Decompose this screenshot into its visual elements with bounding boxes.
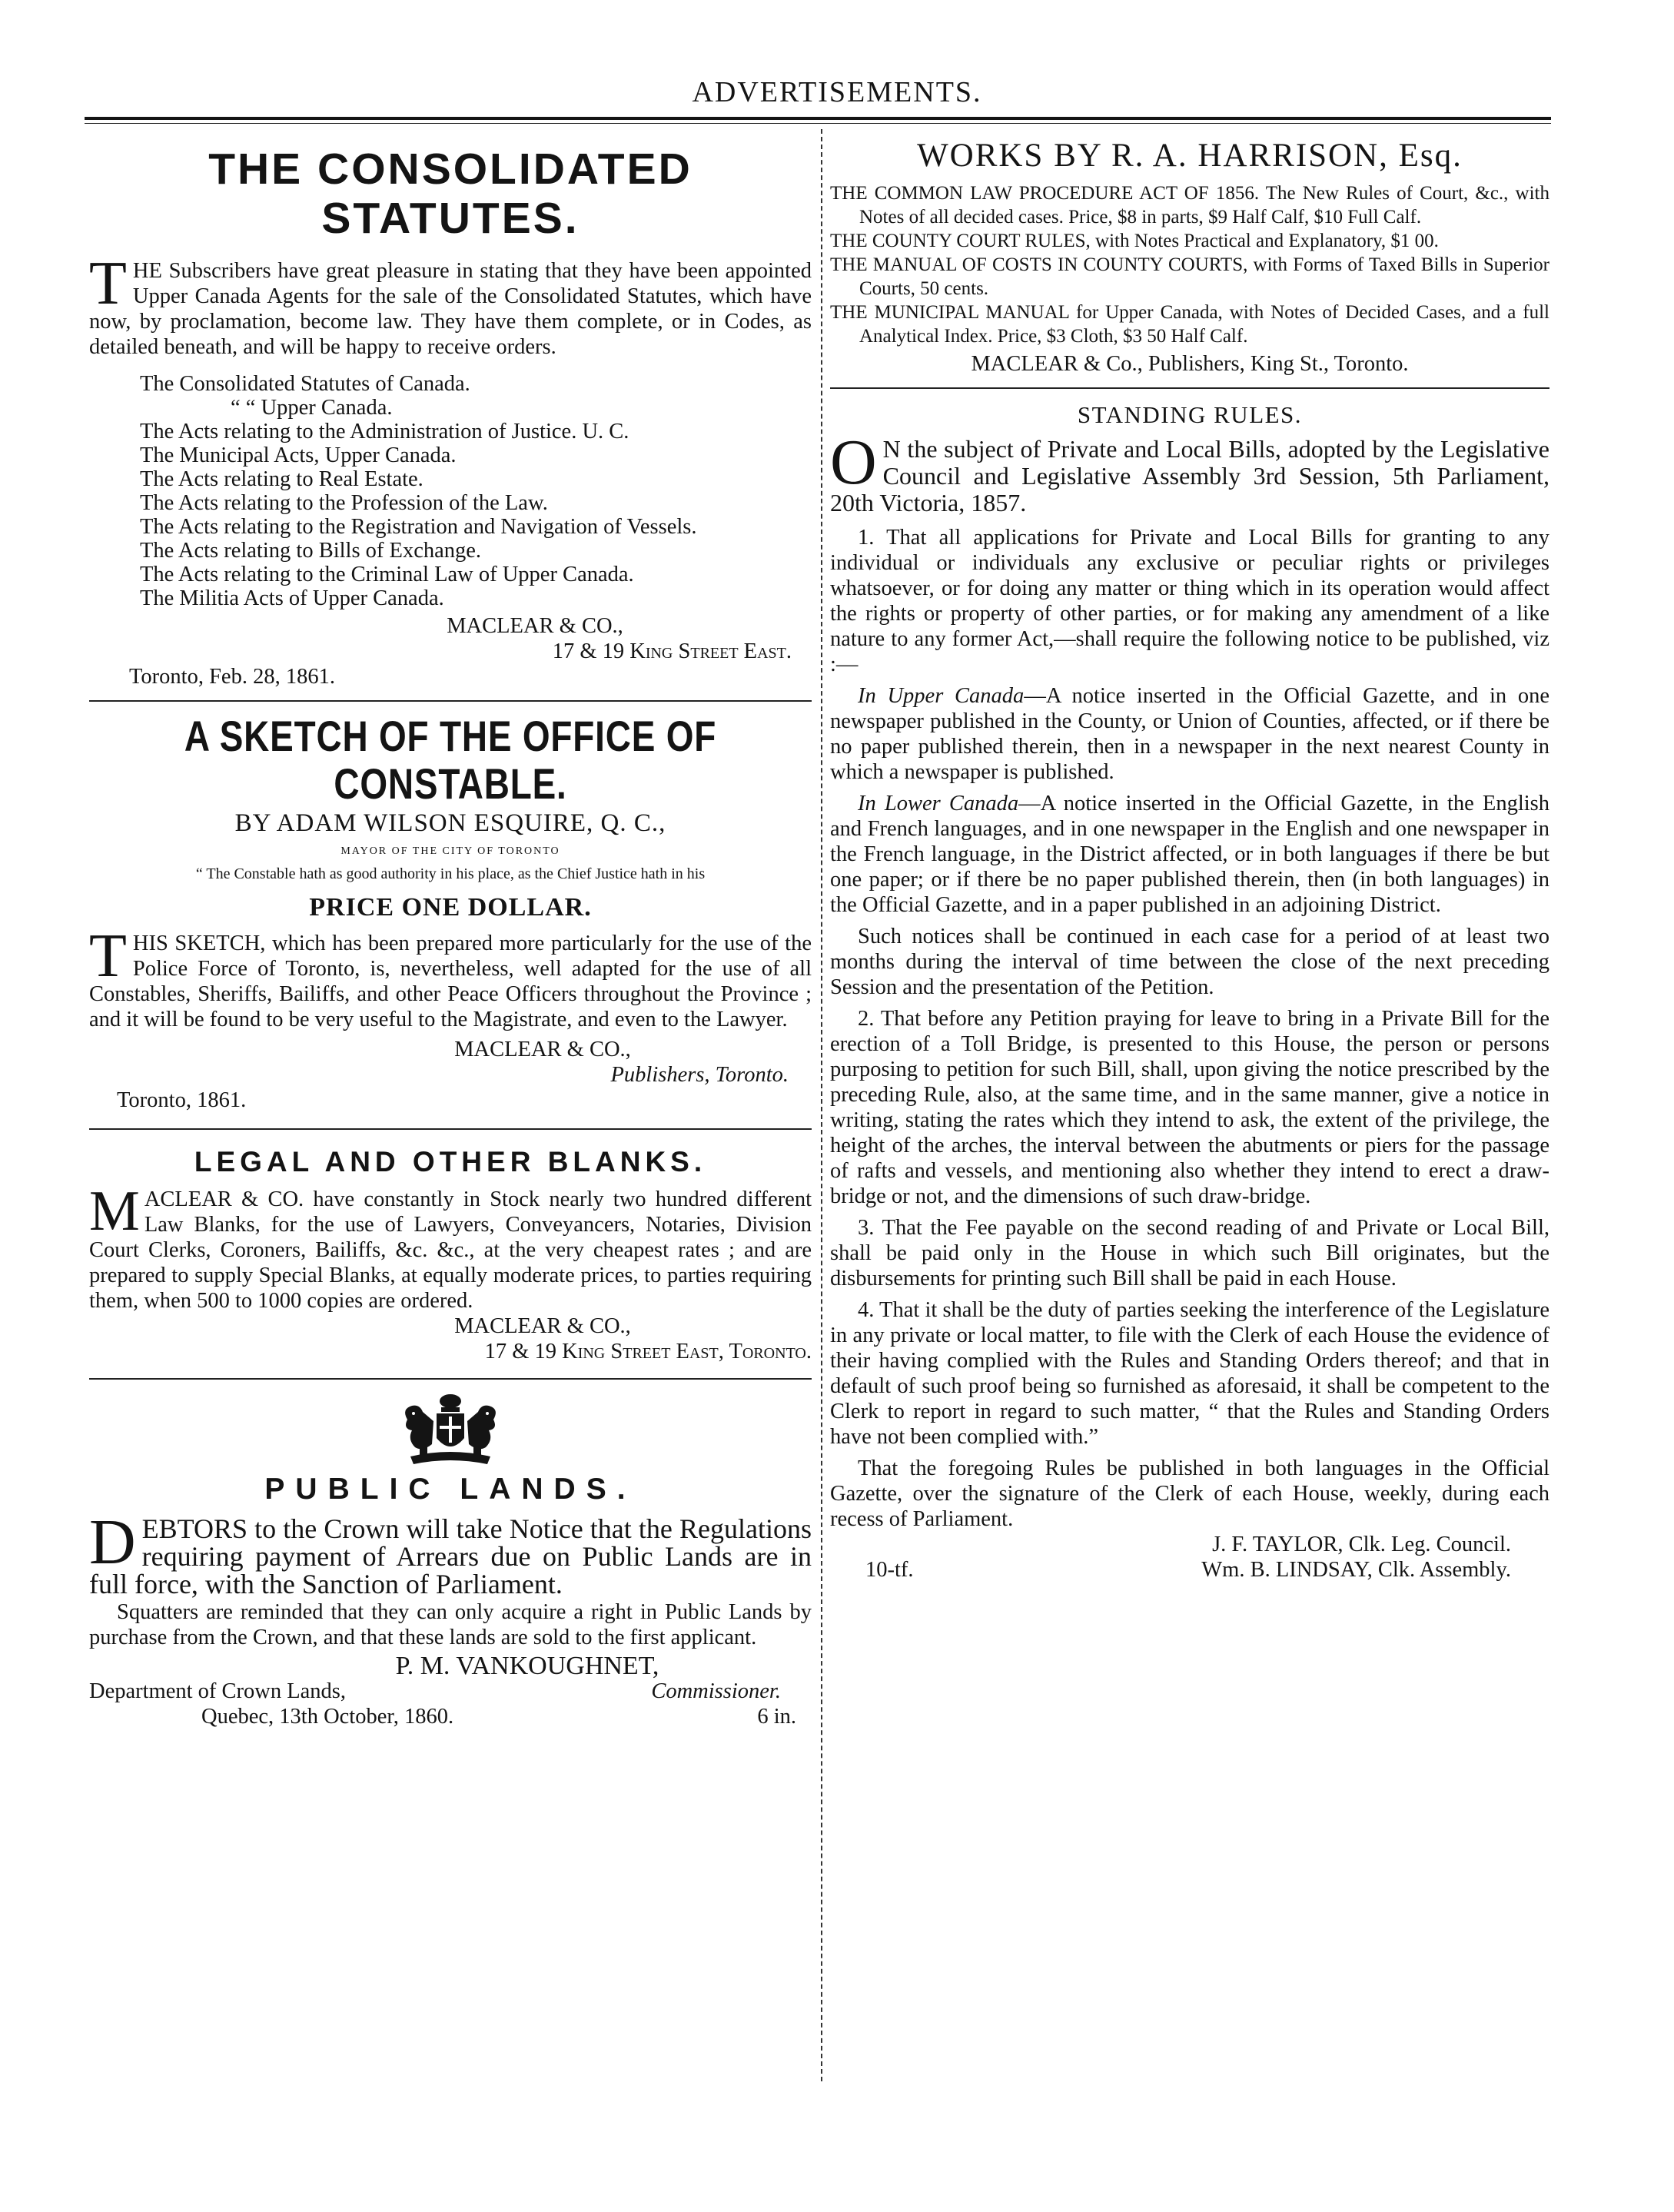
standing-rules-ad <box>830 400 1549 1583</box>
royal-arms-crest-icon <box>397 1390 504 1470</box>
harrison-works-ad <box>830 137 1549 377</box>
works-item: THE MANUAL OF COSTS IN COUNTY COURTS, with Forms of Taxed Bills in Superior Courts, 50 cents. <box>830 254 1549 299</box>
constable-sketch-ad <box>89 712 812 1113</box>
works-title: WORKS BY R. A. HARRISON, Esq. <box>917 138 1463 174</box>
standing-sig-2: Wm. B. LINDSAY, Clk. Assembly. <box>1201 1558 1511 1582</box>
standing-rule-1: 1. That all applications for Private and Local Bills for granting to any individual or individuals any exclusive or peculiar rights or privileges whatsoever, or for doing any matter or thing which in its operation would affect the rights or property of other parties, or for making any amendment of a like nature to any former Act,—shall require the following notice to be published, viz :— <box>830 526 1549 676</box>
legal-body: MACLEAR & CO. have constantly in Stock nearly two hundred different Law Blanks, for the use of Lawyers, Conveyancers, Notaries, Division Court Clerks, Coroners, Bailiffs, &c. &c., at the very cheapest rates ; and are prepared to supply Special Blanks, at equally moderate prices, to parties requiring them, when 500 to 1000 copies are ordered. <box>89 1180 812 1313</box>
legal-address: 17 & 19 King Street East, Toronto. <box>484 1340 812 1363</box>
consolidated-publisher: MACLEAR & CO., <box>447 614 623 638</box>
legal-title: LEGAL AND OTHER BLANKS. <box>194 1146 707 1177</box>
list-item: The Consolidated Statutes of Canada. <box>140 372 470 396</box>
sketch-price: PRICE ONE DOLLAR. <box>309 893 592 922</box>
sketch-date: Toronto, 1861. <box>117 1088 247 1112</box>
list-item: The Acts relating to the Registration and Navigation of Vessels. <box>140 515 697 539</box>
sketch-quote: “ The Constable hath as good authority in his place, as the Chief Justice hath in his <box>195 865 706 882</box>
list-item: The Militia Acts of Upper Canada. <box>140 586 444 610</box>
list-item: The Municipal Acts, Upper Canada. <box>140 443 457 467</box>
public-lands-ad <box>89 1390 812 1729</box>
section-divider <box>89 1128 812 1130</box>
standing-sig-1: J. F. TAYLOR, Clk. Leg. Council. <box>1212 1533 1511 1556</box>
public-dept: Department of Crown Lands, <box>89 1679 346 1703</box>
legal-publisher: MACLEAR & CO., <box>454 1314 631 1338</box>
standing-ref: 10-tf. <box>865 1558 914 1582</box>
consolidated-statutes-ad <box>89 144 812 689</box>
works-item: THE COMMON LAW PROCEDURE ACT OF 1856. The New Rules of Court, &c., with Notes of all decided cases. Price, $8 in parts, $9 Half Calf, $10 Full Calf. <box>830 183 1549 228</box>
works-list <box>830 181 1549 348</box>
public-body: DEBTORS to the Crown will take Notice that the Regulations requiring payment of Arrears due on Public Lands are in full force, with the Sanction of Parliament. <box>89 1506 812 1599</box>
standing-title: STANDING RULES. <box>1077 401 1303 428</box>
public-signer: P. M. VANKOUGHNET, <box>395 1652 659 1680</box>
left-column <box>89 137 812 1729</box>
public-ref: 6 in. <box>757 1705 796 1729</box>
works-publisher: MACLEAR & Co., Publishers, King St., Toronto. <box>971 352 1409 376</box>
works-item: THE MUNICIPAL MANUAL for Upper Canada, with Notes of Decided Cases, and a full Analytical Index. Price, $3 Cloth, $3 50 Half Calf. <box>830 302 1549 347</box>
consolidated-intro: THE Subscribers have great pleasure in stating that they have been appointed Upper Canada Agents for the sale of the Consolidated Statutes, which have now, by proclamation, become law. They have them complete, or in Codes, as detailed beneath, and will be happy to receive orders. <box>89 250 812 359</box>
public-date: Quebec, 13th October, 1860. <box>201 1705 454 1729</box>
standing-rule-4: 4. That it shall be the duty of parties seeking the interference of the Legislature in any private or local matter, to file with the Clerk of each House the evidence of their having complied with the Rules and Standing Orders thereof; and that in default of such proof being so furnished as aforesaid, it shall be competent to the Clerk to report in regard to such matter, “ that the Rules and Standing Orders have not been complied with.” <box>830 1298 1549 1449</box>
standing-intro: O N the subject of Private and Local Bills, adopted by the Legislative Council and Legislative Assembly 3rd Session, 5th Parliament, 20th Victoria, 1857. <box>830 427 1549 516</box>
sketch-body: THIS SKETCH, which has been prepared more particularly for the use of the Police Force of Toronto, is, nevertheless, well adapted for the use of all Constables, Sheriffs, Bailiffs, and other Peace Officers throughout the Province ; and it will be found to be very useful to the Magistrate, and even to the Lawyer. <box>89 922 812 1031</box>
list-item: “ “ Upper Canada. <box>231 396 393 420</box>
right-column <box>830 137 1549 1583</box>
works-item: THE COUNTY COURT RULES, with Notes Practical and Explanatory, $1 00. <box>830 231 1439 251</box>
header-rule-thick <box>85 117 1551 120</box>
standing-upper-canada: In Upper Canada—A notice inserted in the Official Gazette, and in one newspaper published in the County, or Union of Counties, affected, or if there be no paper published therein, then in a newspaper in the next nearest County in which a newspaper is published. <box>830 684 1550 784</box>
sketch-title: A SKETCH OF THE OFFICE OF CONSTABLE. <box>184 712 717 808</box>
consolidated-title: THE CONSOLIDATED STATUTES. <box>208 144 693 243</box>
sketch-byline: BY ADAM WILSON ESQUIRE, Q. C., <box>234 809 666 837</box>
standing-rule-3: 3. That the Fee payable on the second reading of and Private or Local Bill, shall be paid only in the House in which such Bill originates, but the disbursements for printing such Bill shall be paid in each House. <box>830 1216 1549 1290</box>
drop-cap: T <box>89 922 127 990</box>
standing-notices: Such notices shall be continued in each case for a period of at least two months during the interval of time between the close of the next preceding Session and the presentation of the Petition. <box>830 925 1549 999</box>
drop-cap: T <box>89 250 127 317</box>
standing-sig-line <box>830 1557 1549 1583</box>
section-divider <box>830 387 1549 389</box>
upper-canada-label: In Upper Canada <box>858 684 1025 708</box>
list-item: The Acts relating to the Profession of the Law. <box>140 491 548 515</box>
public-role: Commissioner. <box>651 1679 781 1703</box>
page-header: ADVERTISEMENTS. <box>692 76 982 108</box>
list-item: The Acts relating to Bills of Exchange. <box>140 539 482 563</box>
consolidated-address: 17 & 19 King Street East. <box>552 639 792 663</box>
sketch-mayor: MAYOR OF THE CITY OF TORONTO <box>340 845 560 857</box>
consolidated-list <box>89 372 812 610</box>
public-dept-line <box>89 1679 812 1704</box>
standing-lower-canada: In Lower Canada—A notice inserted in the Official Gazette, in the English and French languages, and in one newspaper in the English and one newspaper in the French language, in the District affected, or in both languages if there be but one paper; or if there be no paper published therein, then (in both languages) in the Official Gazette, and in a paper published in an adjoining District. <box>830 792 1549 917</box>
standing-rule-2: 2. That before any Petition praying for leave to bring in a Private Bill for the erection of a Toll Bridge, is presented to this House, the person or persons purposing to petition for such Bill, shall, upon giving the notice prescribed by the preceding Rule, also, at the same time, and in the same manner, give a notice in writing, stating the rates which they intend to ask, the extent of the privilege, the height of the arches, the interval between the abutments or piers for the passage of rafts and vessels, and mentioning also whether they intend to erect a draw-bridge or not, and the dimensions of such draw-bridge. <box>830 1007 1549 1208</box>
list-item: The Acts relating to the Criminal Law of Upper Canada. <box>140 563 634 586</box>
drop-cap: O <box>830 427 877 498</box>
consolidated-date: Toronto, Feb. 28, 1861. <box>129 665 335 689</box>
section-divider <box>89 1378 812 1380</box>
section-divider <box>89 700 812 702</box>
header-rule-thin <box>85 123 1551 124</box>
public-body-2: Squatters are reminded that they can only acquire a right in Public Lands by purchase from the Crown, and that these lands are sold to the first applicant. <box>89 1600 812 1649</box>
lower-canada-label: In Lower Canada <box>858 792 1019 815</box>
public-title: PUBLIC LANDS. <box>264 1473 636 1506</box>
list-item: The Acts relating to Real Estate. <box>140 467 423 491</box>
legal-blanks-ad <box>89 1145 812 1364</box>
list-item: The Acts relating to the Administration of Justice. U. C. <box>140 420 629 443</box>
public-date-line <box>89 1704 812 1729</box>
sketch-publisher: MACLEAR & CO., <box>454 1038 631 1061</box>
sketch-publisher-line: Publishers, Toronto. <box>610 1063 789 1087</box>
drop-cap: D <box>89 1506 136 1578</box>
drop-cap: M <box>89 1180 140 1243</box>
standing-closing: That the foregoing Rules be published in both languages in the Official Gazette, over the signature of the Clerk of each House, weekly, during each recess of Parliament. <box>830 1456 1549 1531</box>
column-divider <box>821 129 822 2081</box>
